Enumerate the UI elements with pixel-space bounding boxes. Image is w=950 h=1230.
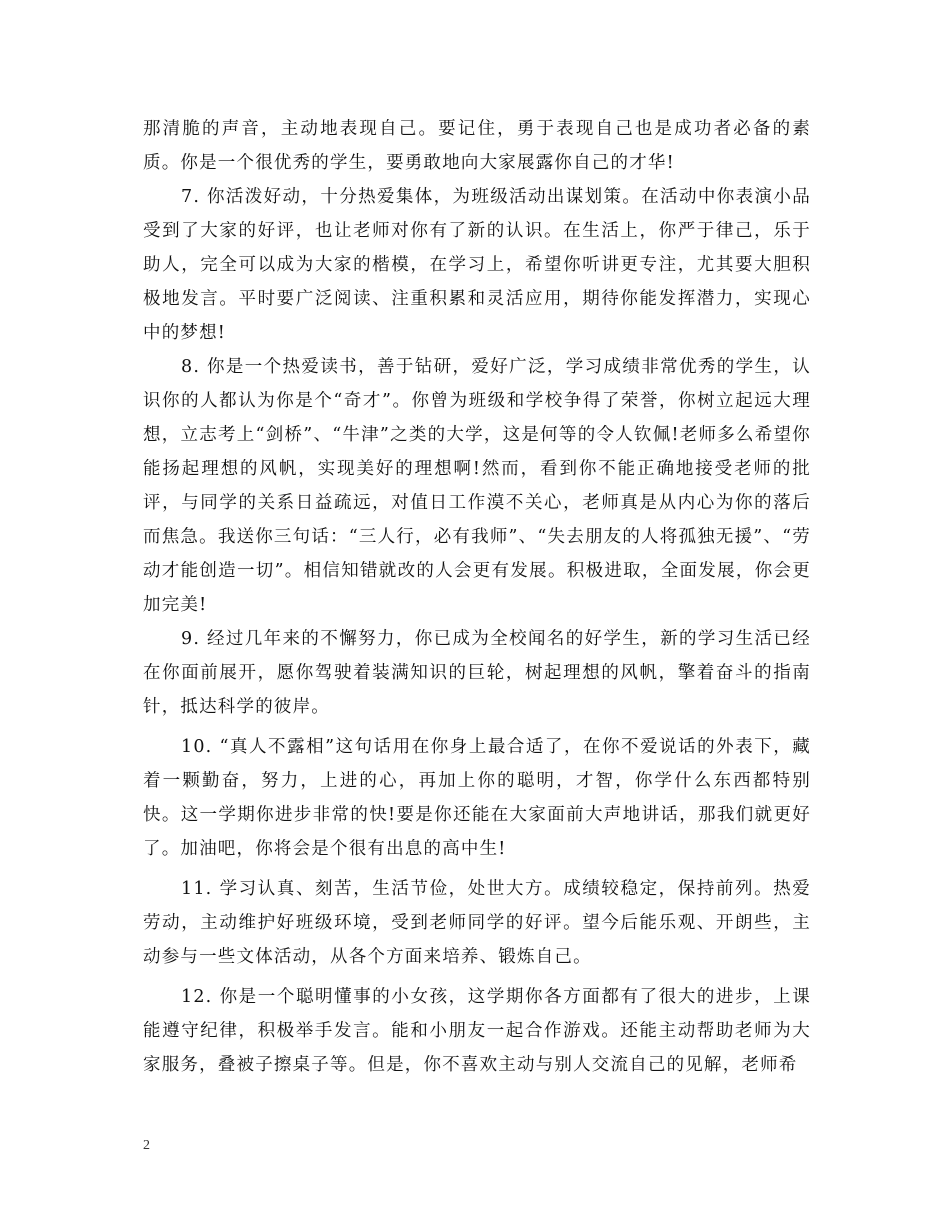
paragraph-comment-7: 7. 你活泼好动，十分热爱集体，为班级活动出谋划策。在活动中你表演小品受到了大家的好评，也让老师对你有了新的认识。在生活上，你严于律己，乐于助人，完全可以成为大家的楷模，在学习上，希望你听讲更专注，尤其要大胆积极地发言。平时要广泛阅读、注重积累和灵活应用，期待你能发挥潜力，实现心中的梦想!: [143, 187, 811, 343]
paragraph-comment-12: 12. 你是一个聪明懂事的小女孩，这学期你各方面都有了很大的进步，上课能遵守纪律，积极举手发言。能和小朋友一起合作游戏。还能主动帮助老师为大家服务，叠被子擦桌子等。但是，你不喜欢主动与别人交流自己的见解，老师希: [143, 987, 811, 1075]
paragraph-comment-8: 8. 你是一个热爱读书，善于钻研，爱好广泛，学习成绩非常优秀的学生，认识你的人都认为你是个“奇才”。你曾为班级和学校争得了荣誉，你树立起远大理想，立志考上“剑桥”、“牛津”之类的大学，这是何等的令人钦佩!老师多么希望你能扬起理想的风帆，实现美好的理想啊!然而，看到你不能正确地接受老师的批评，与同学的关系日益疏远，对值日工作漠不关心，老师真是从内心为你的落后而焦急。我送你三句话：“三人行，必有我师”、“失去朋友的人将孤独无援”、“劳动才能创造一切”。相信知错就改的人会更有发展。积极进取，全面发展，你会更加完美!: [143, 357, 811, 615]
paragraph-comment-10: 10. “真人不露相”这句话用在你身上最合适了，在你不爱说话的外表下，藏着一颗勤奋，努力，上进的心，再加上你的聪明，才智，你学什么东西都特别快。这一学期你进步非常的快!要是你还能在大家面前大声地讲话，那我们就更好了。加油吧，你将会是个很有出息的高中生!: [143, 737, 811, 859]
paragraph-comment-9: 9. 经过几年来的不懈努力，你已成为全校闻名的好学生，新的学习生活已经在你面前展开，愿你驾驶着装满知识的巨轮，树起理想的风帆，擎着奋斗的指南针，抵达科学的彼岸。: [143, 629, 811, 717]
paragraph-comment-11: 11. 学习认真、刻苦，生活节俭，处世大方。成绩较稳定，保持前列。热爱劳动，主动维护好班级环境，受到老师同学的好评。望今后能乐观、开朗些，主动参与一些文体活动，从各个方面来培养、锻炼自己。: [143, 879, 811, 967]
page-number: 2: [143, 1138, 150, 1153]
document-body: [143, 112, 811, 1082]
paragraph-continued: 那清脆的声音，主动地表现自己。要记住，勇于表现自己也是成功者必备的素质。你是一个很优秀的学生，要勇敢地向大家展露你自己的才华!: [143, 119, 811, 173]
